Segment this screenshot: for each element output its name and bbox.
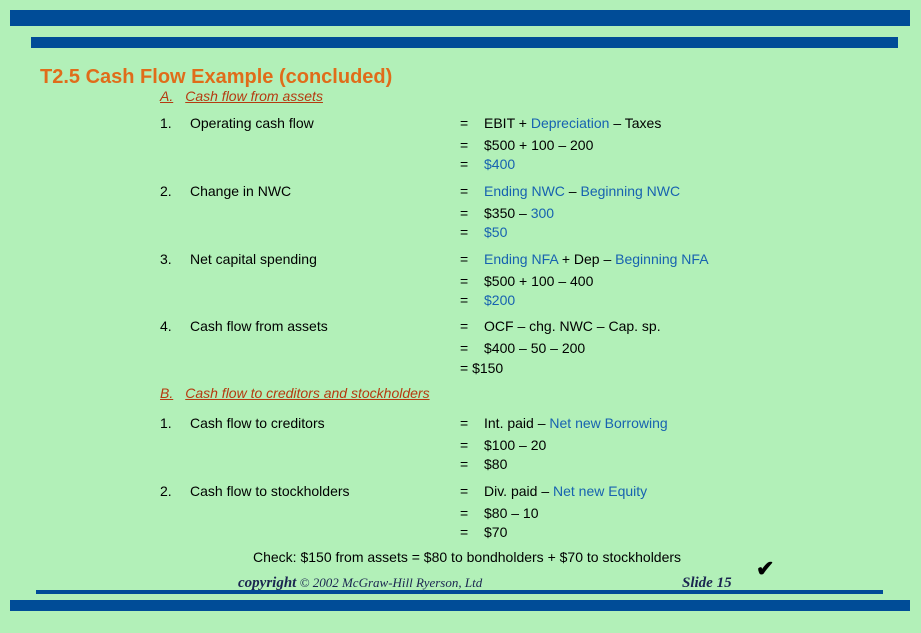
section-b-label: Cash flow to creditors and stockholders <box>185 385 430 401</box>
formula-term: EBIT + <box>484 115 531 131</box>
formula-line <box>484 204 554 222</box>
formula-term: Net new Borrowing <box>549 415 668 431</box>
formula-line <box>484 223 507 241</box>
equals-sign: = <box>460 183 469 199</box>
equals-sign: = <box>460 524 469 540</box>
page-title: T2.5 Cash Flow Example (concluded) <box>40 66 393 88</box>
equals-sign: = <box>460 483 469 499</box>
formula-term: OCF – chg. NWC – Cap. sp. <box>484 318 661 334</box>
formula-line <box>484 317 661 335</box>
equals-sign: = <box>460 318 469 334</box>
formula-term: Beginning NWC <box>580 183 681 199</box>
section-a-letter: A. <box>160 88 174 104</box>
slide-number: Slide 15 <box>682 575 732 591</box>
formula-line <box>484 250 709 268</box>
formula-line <box>484 504 539 522</box>
formula-line <box>484 291 515 309</box>
formula-term: $100 – 20 <box>484 437 547 453</box>
formula-term: $70 <box>484 524 508 540</box>
formula-term: Int. paid – <box>484 415 550 431</box>
item-label: Cash flow to stockholders <box>190 483 350 499</box>
formula-term: – <box>564 183 581 199</box>
item-number: 1. <box>160 415 172 431</box>
bottom-bar-2 <box>10 600 910 611</box>
equals-sign: = <box>460 437 469 453</box>
formula-term: $500 + 100 – 200 <box>484 137 594 153</box>
formula-line <box>484 272 593 290</box>
item-number: 2. <box>160 483 172 499</box>
top-bar-1 <box>10 10 910 26</box>
formula-line <box>484 523 507 541</box>
equals-sign: = <box>460 137 469 153</box>
item-label: Cash flow to creditors <box>190 415 325 431</box>
equals-sign: = <box>460 224 469 240</box>
formula-term: $200 <box>484 292 516 308</box>
formula-term: $500 + 100 – 400 <box>484 273 594 289</box>
formula-term: $350 – <box>484 205 531 221</box>
section-b-heading <box>160 385 430 401</box>
equals-sign: = <box>460 340 469 356</box>
equals-sign: = <box>460 251 469 267</box>
check-note: Check: $150 from assets = $80 to bondholders + $70 to stockholders <box>253 549 682 565</box>
formula-line <box>484 114 661 132</box>
top-bar-2 <box>31 37 898 48</box>
copyright-rest: © 2002 McGraw-Hill Ryerson, Ltd <box>296 575 483 590</box>
checkmark-icon: ✔ <box>756 556 775 581</box>
equals-sign: = <box>460 505 469 521</box>
formula-line <box>484 339 585 357</box>
item-number: 4. <box>160 318 172 334</box>
formula-term: Div. paid – <box>484 483 553 499</box>
formula-line <box>484 414 668 432</box>
formula-term: $80 <box>484 456 508 472</box>
formula-line <box>484 455 507 473</box>
copyright-word: copyright <box>238 575 297 591</box>
item-label: Change in NWC <box>190 183 292 199</box>
equals-sign: = <box>460 205 469 221</box>
formula-term: Depreciation <box>530 115 610 131</box>
item-label: Operating cash flow <box>190 115 314 131</box>
formula-term: $400 – 50 – 200 <box>484 340 586 356</box>
section-b-letter: B. <box>160 385 174 401</box>
item-number: 3. <box>160 251 172 267</box>
item-label: Cash flow from assets <box>190 318 328 334</box>
footer-copyright <box>238 575 482 592</box>
equals-sign: = <box>460 415 469 431</box>
formula-line <box>484 136 593 154</box>
formula-term: 300 <box>530 205 555 221</box>
formula-term: Ending NFA <box>484 251 558 267</box>
equals-sign: = <box>460 456 469 472</box>
item-number: 2. <box>160 183 172 199</box>
formula-line <box>484 155 515 173</box>
equals-sign: = <box>460 273 469 289</box>
formula-term: Net new Equity <box>553 483 648 499</box>
formula-term: $50 <box>484 224 508 240</box>
section-a-heading <box>160 88 323 104</box>
formula-line <box>484 436 546 454</box>
section-a-label: Cash flow from assets <box>185 88 323 104</box>
formula-term: + Dep – <box>557 251 616 267</box>
item-label: Net capital spending <box>190 251 317 267</box>
equals-sign: = <box>460 115 469 131</box>
formula-line <box>484 482 647 500</box>
final-result: = $150 <box>460 360 504 376</box>
equals-sign: = <box>460 156 469 172</box>
formula-term: Ending NWC <box>484 183 565 199</box>
formula-term: – Taxes <box>609 115 662 131</box>
formula-term: $80 – 10 <box>484 505 539 521</box>
formula-term: $400 <box>484 156 516 172</box>
equals-sign: = <box>460 292 469 308</box>
item-number: 1. <box>160 115 172 131</box>
formula-line <box>484 182 680 200</box>
formula-term: Beginning NFA <box>615 251 709 267</box>
